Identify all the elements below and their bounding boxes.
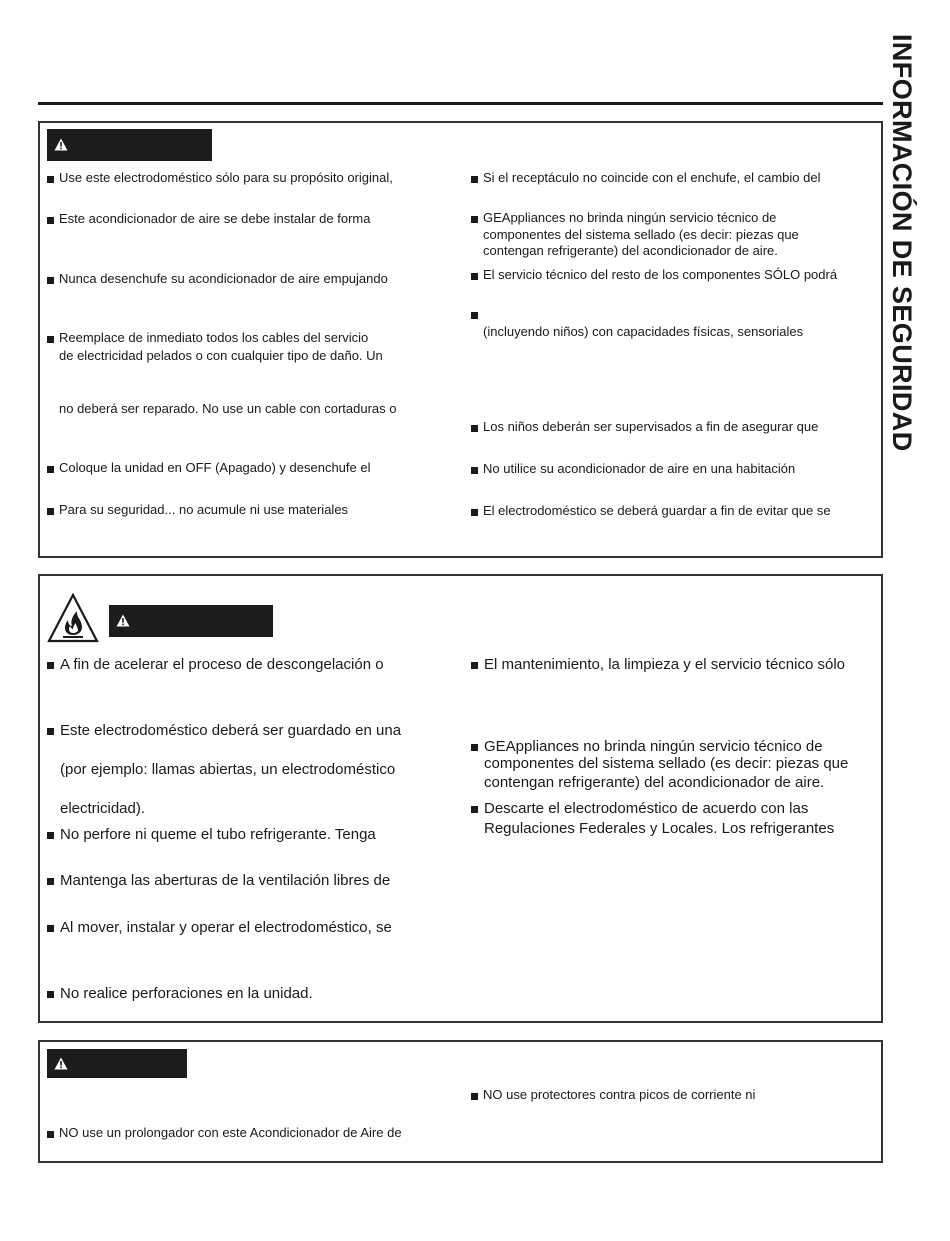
side-title-text: INFORMACIÓN DE SEGURIDAD xyxy=(887,34,917,452)
bullet-icon xyxy=(471,744,478,751)
bullet-icon xyxy=(471,273,478,280)
box2-left-text: A fin de acelerar el proceso de descongelación o xyxy=(60,656,384,673)
box2-left-text: No perfore ni queme el tubo refrigerante. Tenga xyxy=(60,826,376,843)
box1-left-text: Nunca desenchufe su acondicionador de aire empujando xyxy=(59,271,388,286)
box1-left-text: Use este electrodoméstico sólo para su propósito original, xyxy=(59,170,393,185)
box2-right-text: El mantenimiento, la limpieza y el servicio técnico sólo xyxy=(484,656,845,673)
warning-box-1 xyxy=(38,121,883,558)
box2-left-text: Al mover, instalar y operar el electrodoméstico, se xyxy=(60,919,392,936)
bullet-icon xyxy=(47,336,54,343)
bullet-icon xyxy=(471,216,478,223)
bullet-icon xyxy=(47,176,54,183)
box2-left-text: (por ejemplo: llamas abiertas, un electrodoméstico xyxy=(60,761,396,778)
box1-left-text: Para su seguridad... no acumule ni use materiales xyxy=(59,502,349,517)
box1-left-text: Reemplace de inmediato todos los cables del servicio xyxy=(59,330,369,345)
bullet-icon xyxy=(47,277,54,284)
bullet-icon xyxy=(47,832,54,839)
bullet-icon xyxy=(47,1131,54,1138)
box2-right-text: GEAppliances no brinda ningún servicio técnico de xyxy=(484,738,823,755)
box3-right-text: NO use protectores contra picos de corriente ni xyxy=(483,1087,756,1102)
bullet-icon xyxy=(471,806,478,813)
bullet-icon xyxy=(471,176,478,183)
box1-left-text: Coloque la unidad en OFF (Apagado) y desenchufe el xyxy=(59,460,371,475)
bullet-icon xyxy=(47,991,54,998)
bullet-icon xyxy=(47,728,54,735)
warning-box-3 xyxy=(38,1040,883,1163)
box2-right-text: Regulaciones Federales y Locales. Los refrigerantes xyxy=(484,820,835,837)
box1-right-text: No utilice su acondicionador de aire en una habitación xyxy=(483,461,796,476)
box1-left-text: no deberá ser reparado. No use un cable con cortaduras o xyxy=(59,401,397,416)
bullet-icon xyxy=(47,508,54,515)
box1-left-text: Este acondicionador de aire se debe instalar de forma xyxy=(59,211,371,226)
bullet-icon xyxy=(471,662,478,669)
bullet-icon xyxy=(47,662,54,669)
section-side-title xyxy=(880,34,940,634)
bullet-icon xyxy=(47,925,54,932)
bullet-icon xyxy=(471,425,478,432)
box2-right-text: contengan refrigerante) del acondicionador de aire. xyxy=(484,774,825,791)
warning-badge xyxy=(47,129,212,161)
box1-right-text: El servicio técnico del resto de los componentes SÓLO podrá xyxy=(483,267,838,282)
bullet-icon xyxy=(471,1093,478,1100)
bullet-icon xyxy=(47,878,54,885)
box3-left-text: NO use un prolongador con este Acondicionador de Aire de xyxy=(59,1125,402,1140)
top-rule xyxy=(38,102,883,105)
warning-triangle-icon xyxy=(54,1057,68,1070)
box1-right-text: Si el receptáculo no coincide con el enchufe, el cambio del xyxy=(483,170,821,185)
warning-triangle-icon xyxy=(54,138,68,151)
warning-triangle-icon xyxy=(116,614,130,627)
box2-left-text: No realice perforaciones en la unidad. xyxy=(60,985,313,1002)
box1-right-text: El electrodoméstico se deberá guardar a fin de evitar que se xyxy=(483,503,831,518)
box1-right-text: GEAppliances no brinda ningún servicio técnico de xyxy=(483,210,777,225)
bullet-icon xyxy=(471,312,478,319)
warning-box-2 xyxy=(38,574,883,1023)
warning-badge xyxy=(109,605,273,637)
bullet-icon xyxy=(471,467,478,474)
box1-right-text: contengan refrigerante) del acondicionador de aire. xyxy=(483,243,778,258)
box2-left-text: electricidad). xyxy=(60,800,146,817)
box2-left-text: Mantenga las aberturas de la ventilación libres de xyxy=(60,872,391,889)
bullet-icon xyxy=(471,509,478,516)
box2-right-text: Descarte el electrodoméstico de acuerdo con las xyxy=(484,800,809,817)
box2-left-text: Este electrodoméstico deberá ser guardado en una xyxy=(60,722,402,739)
box2-right-text: componentes del sistema sellado (es decir: piezas que xyxy=(484,755,849,772)
flammable-icon xyxy=(47,593,99,643)
bullet-icon xyxy=(47,217,54,224)
warning-badge xyxy=(47,1049,187,1078)
bullet-icon xyxy=(47,466,54,473)
box1-right-text: (incluyendo niños) con capacidades físicas, sensoriales xyxy=(483,324,804,339)
box1-right-text: Los niños deberán ser supervisados a fin de asegurar que xyxy=(483,419,819,434)
box1-left-text: de electricidad pelados o con cualquier tipo de daño. Un xyxy=(59,348,383,363)
box1-right-text: componentes del sistema sellado (es decir: piezas que xyxy=(483,227,799,242)
